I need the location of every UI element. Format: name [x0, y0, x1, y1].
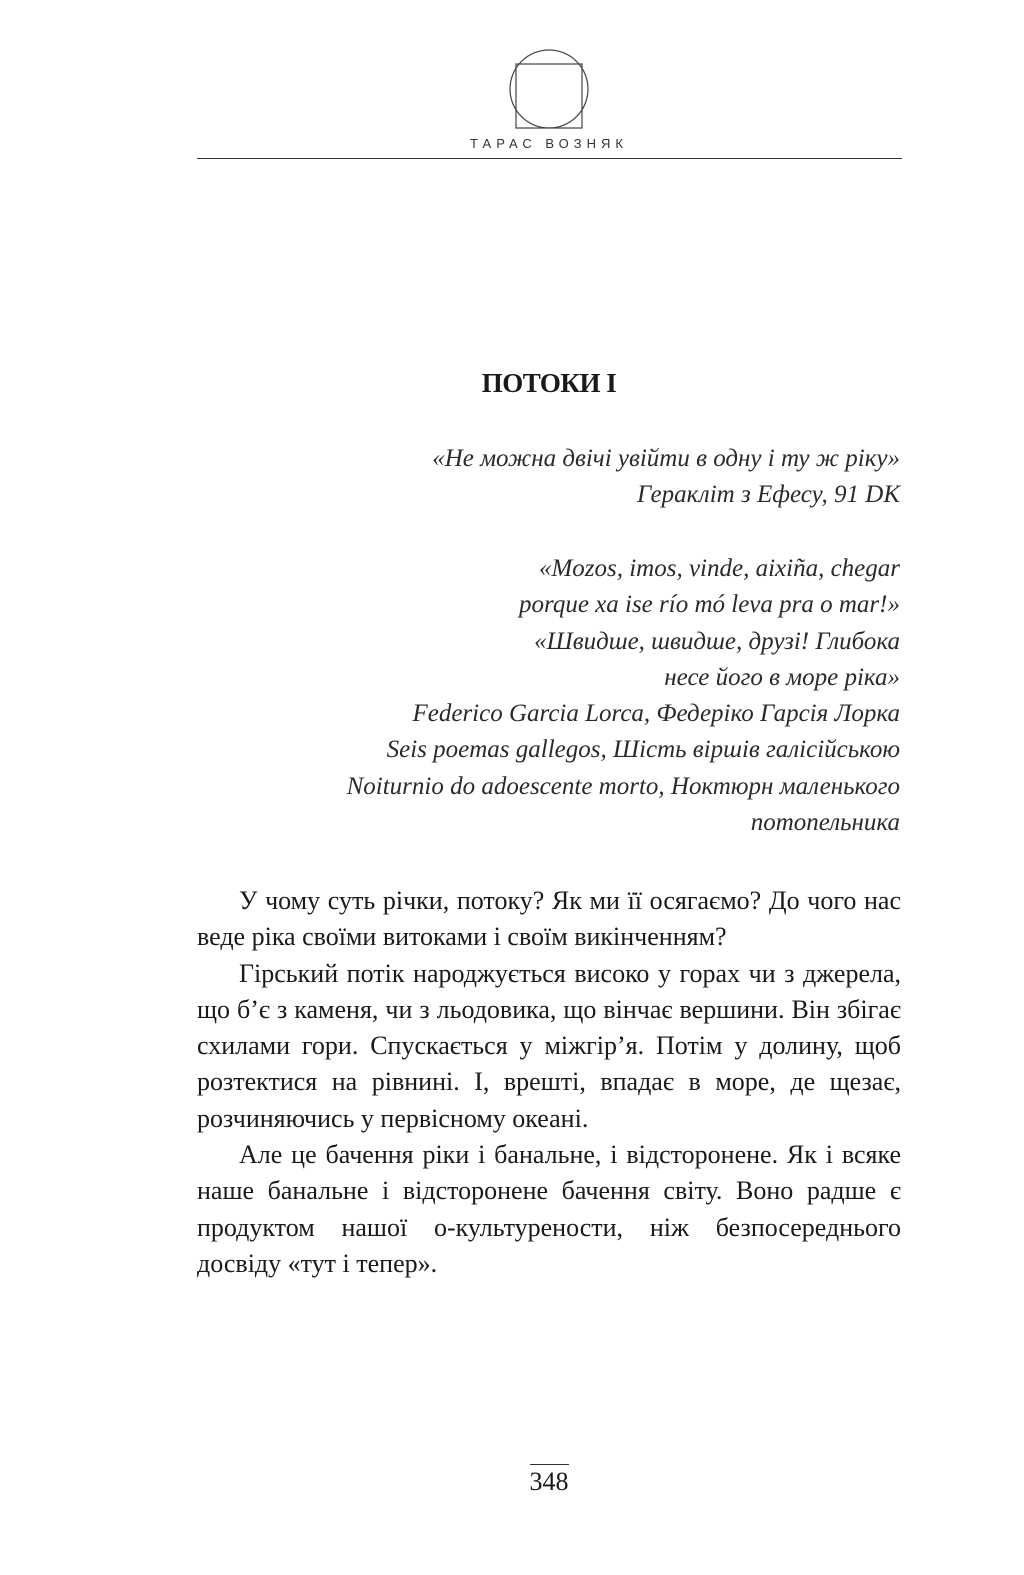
epigraph-attribution: Noiturnio do adoescente morto, Ноктюрн маленького — [346, 772, 900, 800]
epigraph-line: porque xa ise río mó leva pra o mar!» — [519, 591, 900, 619]
body-text — [197, 883, 901, 1282]
paragraph: Гірський потік народжується високо у горах чи з джерела, що б’є з каменя, чи з льодовика, що вінчає вершини. Він збігає схилами гори. Спускається у міжгір’я. Потім у долину, щоб розтектися на рівнині. І, врешті, впадає в море, де щезає, розчиняючись у первісному океані. — [197, 958, 901, 1133]
epigraph-attribution: Геракліт з Ефесу, 91 DK — [637, 481, 900, 509]
epigraph-line: несе його в море ріка» — [664, 663, 900, 691]
epigraph-heraclitus — [432, 441, 900, 514]
chapter-title: ПОТОКИ І — [481, 368, 617, 398]
epigraph-attribution: потопельника — [750, 809, 900, 837]
circle-square-emblem-icon — [508, 48, 590, 130]
paragraph: Але це бачення ріки і банальне, і відсторонене. Як і всяке наше банальне і відсторонене бачення світу. Воно радше є продуктом нашої о-культурености, ніж безпосереднього досвіду «тут і тепер». — [197, 1140, 901, 1278]
epigraph-lorca — [347, 551, 900, 841]
epigraph-line: «Не можна двічі увійти в одну і ту ж ріку» — [432, 445, 900, 472]
epigraph-attribution: Seis poemas gallegos, Шість віршів галісійською — [386, 736, 900, 764]
paragraph: У чому суть річки, потоку? Як ми її осягаємо? До чого нас веде ріка своїми витоками і своїм викінченням? — [197, 886, 901, 952]
epigraph-line: «Швидше, швидше, друзі! Глибока — [534, 627, 900, 655]
page-number — [0, 1467, 1024, 1497]
page-number-text: 348 — [530, 1464, 569, 1496]
epigraph-line: «Mozos, imos, vinde, aixiña, chegar — [538, 555, 900, 582]
header-rule — [197, 158, 902, 159]
running-header-author: ТАРАС ВОЗНЯК — [470, 136, 628, 151]
epigraph-attribution: Federico Garcia Lorca, Федеріко Гарсія Лорка — [412, 700, 900, 728]
